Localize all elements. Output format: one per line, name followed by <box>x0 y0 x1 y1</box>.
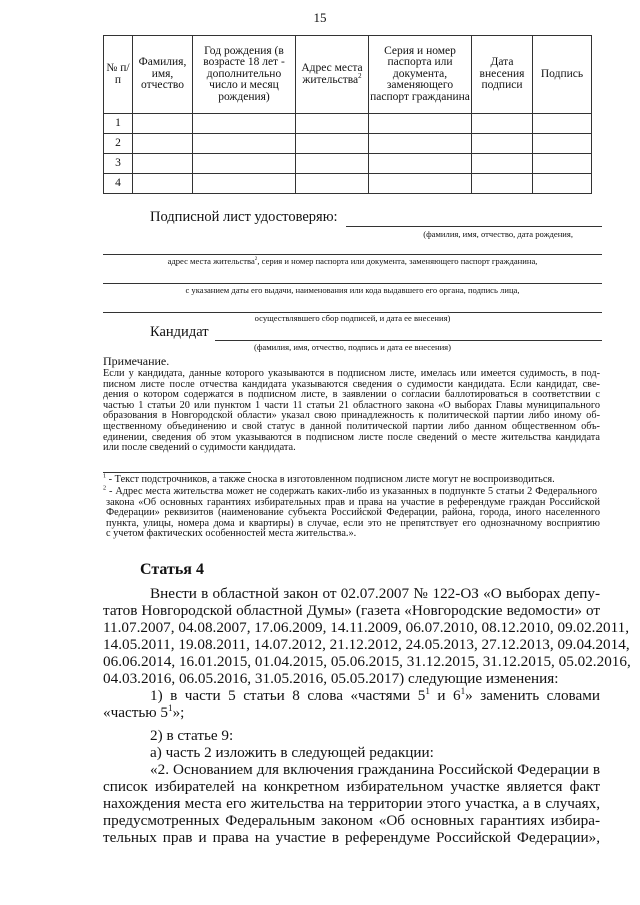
page-number: 15 <box>313 10 327 25</box>
certify-label: Подписной лист удостоверяю: <box>150 209 338 225</box>
item-1: 1) в части 5 статьи 8 слова «частями $5^1$ и $6^1$» заменить словами <box>150 685 600 704</box>
text-line: $^2$ - Адрес места жительства может не содержать каких-либо из указанных в подпункте 5 статьи 2 Федерального <box>103 484 597 497</box>
row-number: 1 <box>104 114 133 134</box>
item-1-cont: «частью $5^1$»; <box>103 702 185 721</box>
note-title: Примечание. <box>103 354 170 368</box>
col-passport: Серия и номер паспорта или документа, заменяющего паспорт гражданина <box>369 36 472 114</box>
text-line: «2. Основанием для включения гражданина Российской Федерации в <box>150 761 600 778</box>
text-line: тельных прав и права на участие в референдуме Российской Федерации», <box>103 828 600 846</box>
text-line: 11.07.2007, 04.08.2007, 17.06.2009, 14.11.2009, 06.07.2010, 08.12.2010, 09.02.2011, <box>103 618 630 636</box>
table-row <box>104 114 592 134</box>
fill-line <box>103 283 602 284</box>
table-row <box>104 134 592 154</box>
text-line: татов Новгородской областной Думы» (газета «Новгородские ведомости» от <box>103 601 600 619</box>
caption: осуществлявшего сбор подписей, и дата ее внесения) <box>254 313 451 323</box>
item-2a: а) часть 2 изложить в следующей редакции: <box>150 744 434 761</box>
col-address <box>296 36 369 114</box>
col-name: Фамилия, имя, отчество <box>133 36 193 114</box>
caption: с указанием даты его выдачи, наименования или кода выдавшего его органа, подпись лица, <box>185 285 520 295</box>
text-line: дения о котором содержатся в подписном листе, в заявлении о согласии баллотироваться в соответствии с <box>103 389 600 401</box>
text-line: Если у кандидата, данные которого указываются в подписном листе, имелась или имеется судимость, в под- <box>103 368 600 379</box>
col-address-label: Адрес места жительства <box>301 62 363 86</box>
text-line: частью 1 статьи 20 или пунктом 1 части 11 статьи 21 областного закона «О выборах Главы муниципального <box>103 399 600 411</box>
col-signature: Подпись <box>533 36 592 114</box>
text-line: Внести в областной закон от 02.07.2007 № 122-ОЗ «О выборах депу- <box>150 585 600 602</box>
text-line: предусмотренных Федеральным законом «Об основных гарантиях избира- <box>103 811 600 829</box>
text-line: единении, сведения об этом указываются в подписном листе после сведений о месте жительства кандидата <box>103 431 600 443</box>
table-row <box>104 154 592 174</box>
col-date: Дата внесения подписи <box>472 36 533 114</box>
text-line: писном листе после отчества кандидата указываются сведения о судимости кандидата. Если кандидат, све- <box>103 378 600 390</box>
footnote-separator <box>103 472 251 473</box>
caption: (фамилия, имя, отчество, дата рождения, <box>423 229 573 239</box>
text-line: закона «Об основных гарантиях избирательных прав и права на участие в референдуме граждан Российской <box>106 496 600 508</box>
text-line: Федерации» реквизитов (наименование субъекта Российской Федерации, района, города, иного населенного <box>106 507 600 519</box>
table-header-row <box>104 36 592 114</box>
caption: адрес места жительства$^2$, серия и номер паспорта или документа, заменяющего паспорт гражданина, <box>167 256 538 266</box>
col-birth-year: Год рождения (в возрасте 18 лет - дополнительно число и месяц рождения) <box>193 36 296 114</box>
candidate-label: Кандидат <box>150 324 209 340</box>
text-line: 04.03.2016, 06.05.2016, 31.05.2016, 05.05.2017) следующие изменения: <box>103 669 559 687</box>
table-row <box>104 174 592 194</box>
row-number: 3 <box>104 154 133 174</box>
fill-line <box>215 340 602 341</box>
row-number: 2 <box>104 134 133 154</box>
text-line: пункта, улицы, номера дома и квартиры) в случае, если это не препятствует его однозначному восприятию <box>106 517 600 529</box>
row-number: 4 <box>104 174 133 194</box>
text-line: 14.05.2011, 19.08.2011, 14.07.2012, 21.12.2012, 24.05.2013, 27.12.2013, 09.04.2014, <box>103 635 630 653</box>
article-heading: Статья 4 <box>140 561 204 578</box>
text-line: щественному объединению и свой статус в данной политической партии либо данном общественном объ- <box>103 421 600 432</box>
text-line: 06.06.2014, 16.01.2015, 01.04.2015, 05.06.2015, 31.12.2015, 31.12.2015, 05.02.2016, <box>103 652 631 670</box>
footnote-mark: 2 <box>103 484 107 492</box>
footnote-mark: 2 <box>358 72 362 80</box>
text-line: нахождения места его жительства на территории этого участка, а в случаях, <box>103 794 600 812</box>
text-line: с учетом фактических особенностей места жительства.». <box>106 528 357 540</box>
fill-line <box>346 226 602 227</box>
footnote-1: $^1$ - Текст подстрочников, а также сноска в изготовленном подписном листе могут не воспроизводиться. <box>103 472 555 485</box>
signature-table <box>103 35 592 194</box>
text-line: образования в Новгородской области» указал свою принадлежность к политической партии либо иному об- <box>103 410 600 422</box>
item-2: 2) в статье 9: <box>150 727 234 744</box>
col-number: № п/п <box>104 36 133 114</box>
text-line: список избирателей на конкретном избирательном участке является факт <box>103 777 600 795</box>
caption: (фамилия, имя, отчество, подпись и дата ее внесения) <box>253 342 451 352</box>
fill-line <box>103 254 602 255</box>
text-line: или после сведений о судимости кандидата. <box>103 442 296 454</box>
